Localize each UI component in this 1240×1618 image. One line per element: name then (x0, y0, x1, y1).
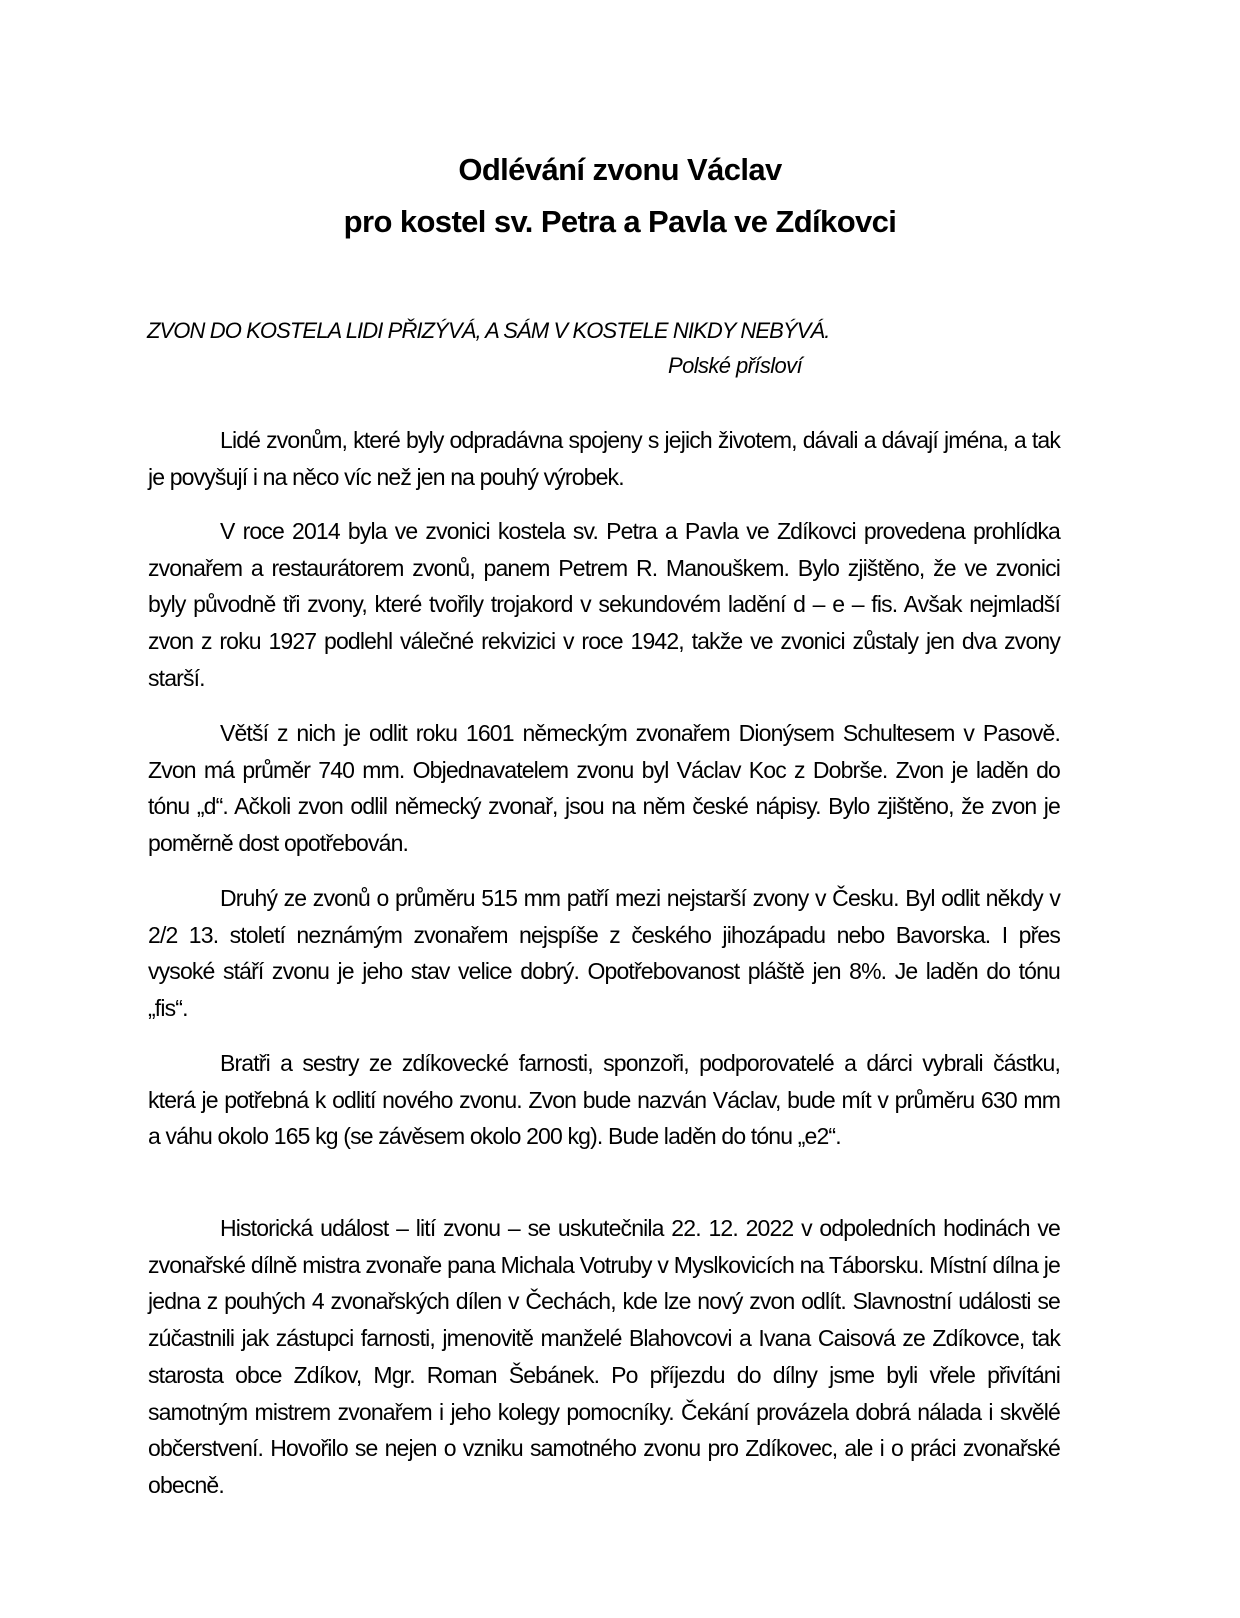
paragraph-intro: Lidé zvonům, které byly odpradávna spojeny s jejich životem, dávali a dávají jména, a tak je povyšují i na něco víc než jen na pouhý výrobek. (148, 427, 1060, 490)
motto-quote: ZVON DO KOSTELA LIDI PŘIZÝVÁ, A SÁM V KOSTELE NIKDY NEBÝVÁ. (147, 318, 830, 343)
motto-source: Polské přísloví (668, 353, 803, 378)
document-title-line-2: pro kostel sv. Petra a Pavla ve Zdíkovci (343, 204, 897, 239)
document-title-line-1: Odlévání zvonu Václav (458, 152, 782, 187)
paragraph-casting-event: Historická událost – lití zvonu – se uskutečnila 22. 12. 2022 v odpoledních hodinách ve zvonařské dílně mistra zvonaře pana Michala Votruby v Myslkovicích na Táborsku. Místní dílna je jedna z pouhých 4 zvonařských dílen v Čechách, kde lze nový zvon odlít. Slavnostní události se zúčastnili jak zástupci farnosti, jmenovitě manželé Blahovcovi a Ivana Caisová ze Zdíkovce, tak starosta obce Zdíkov, Mgr. Roman Šebánek. Po příjezdu do dílny jsme byli vřele přivítáni samotným mistrem zvonařem i jeho kolegy pomocníky. Čekání provázela dobrá nálada i skvělé občerstvení. Hovořilo se nejen o vzniku samotného zvonu pro Zdíkovec, ale i o práci zvonařské obecně. (148, 1215, 1060, 1498)
paragraph-new-bell-funding: Bratři a sestry ze zdíkovecké farnosti, sponzoři, podporovatelé a dárci vybrali částku, která je potřebná k odlití nového zvonu. Zvon bude nazván Václav, bude mít v průměru 630 mm a váhu okolo 165 kg (se závěsem okolo 200 kg). Bude laděn do tónu „e2“. (148, 1050, 1060, 1150)
paragraph-second-bell: Druhý ze zvonů o průměru 515 mm patří mezi nejstarší zvony v Česku. Byl odlit někdy v 2/2 13. století neznámým zvonařem nejspíše z českého jihozápadu nebo Bavorska. I přes vysoké stáří zvonu je jeho stav velice dobrý. Opotřebovanost pláště jen 8%. Je laděn do tónu „fis“. (148, 885, 1060, 1022)
paragraph-inspection-2014: V roce 2014 byla ve zvonici kostela sv. Petra a Pavla ve Zdíkovci provedena prohlídka zvonařem a restaurátorem zvonů, panem Petrem R. Manouškem. Bylo zjištěno, že ve zvonici byly původně tři zvony, které tvořily trojakord v sekundovém ladění d – e – fis. Avšak nejmladší zvon z roku 1927 podlehl válečné rekvizici v roce 1942, takže ve zvonici zůstaly jen dva zvony starší. (148, 518, 1060, 691)
paragraph-larger-bell: Větší z nich je odlit roku 1601 německým zvonařem Dionýsem Schultesem v Pasově. Zvon má průměr 740 mm. Objednavatelem zvonu byl Václav Koc z Dobrše. Zvon je laděn do tónu „d“. Ačkoli zvon odlil německý zvonař, jsou na něm české nápisy. Bylo zjištěno, že zvon je poměrně dost opotřebován. (148, 720, 1060, 857)
